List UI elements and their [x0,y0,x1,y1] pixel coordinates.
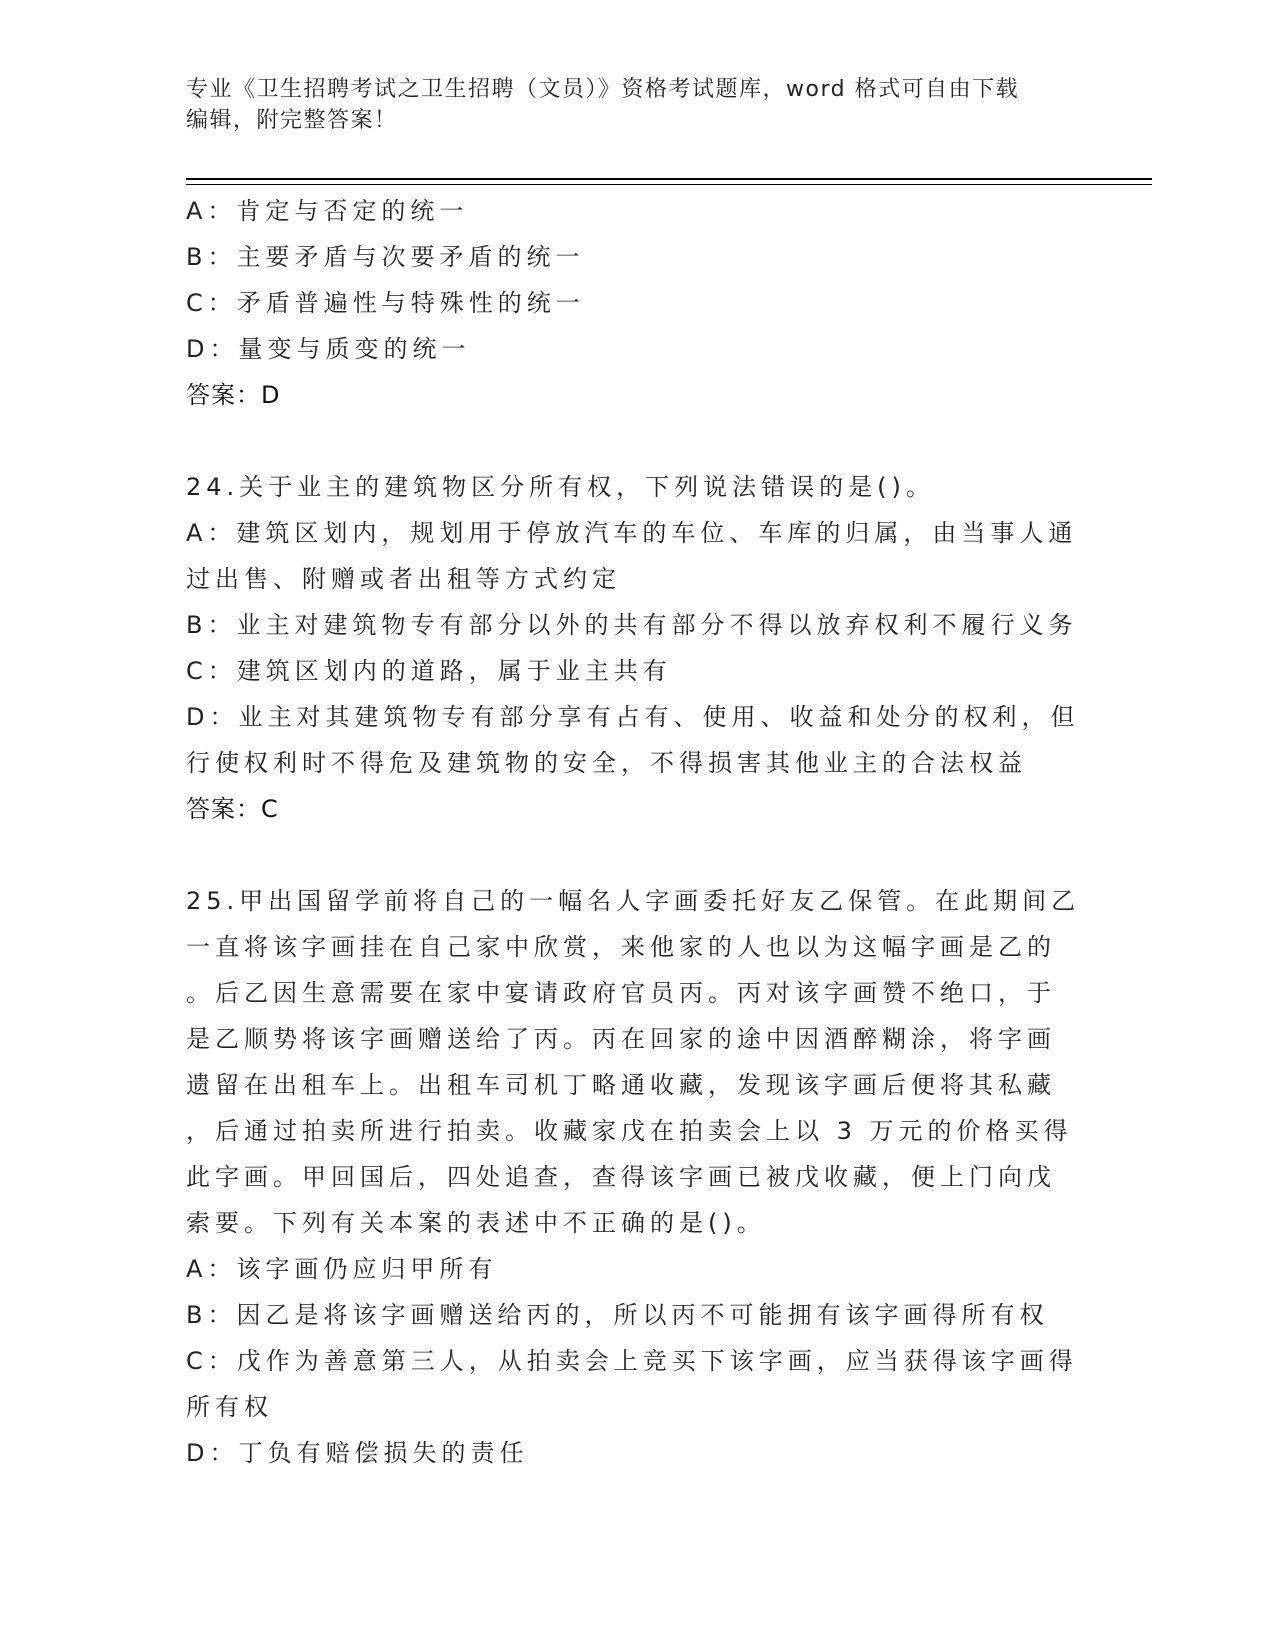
question-24 [186,464,1086,832]
spacer [186,418,1086,464]
option-a: A：该字画仍应归甲所有 [186,1255,498,1283]
option-c: C：建筑区划内的道路，属于业主共有 [186,657,672,685]
question-stem-line: 一直将该字画挂在自己家中欣赏，来他家的人也以为这幅字画是乙的 [186,933,1056,961]
spacer [186,832,1086,878]
question-23 [186,188,1086,418]
document-header [186,74,1086,136]
question-stem-line: 25.甲出国留学前将自己的一幅名人字画委托好友乙保管。在此期间乙 [186,887,1081,915]
question-stem-line: ，后通过拍卖所进行拍卖。收藏家戊在拍卖会上以 3 万元的价格买得 [186,1117,1073,1145]
header-divider-thick [186,178,1152,180]
option-d: D：丁负有赔偿损失的责任 [186,1439,529,1467]
option-a: A：建筑区划内，规划用于停放汽车的车位、车库的归属，由当事人通 [186,519,1078,547]
header-line-2: 编辑，附完整答案！ [186,108,398,133]
question-stem: 24.关于业主的建筑物区分所有权，下列说法错误的是()。 [186,473,935,501]
option-d: D：业主对其建筑物专有部分享有占有、使用、收益和处分的权利，但 [186,703,1080,731]
option-c: C：矛盾普遍性与特殊性的统一 [186,289,585,317]
option-c: C：戊作为善意第三人，从拍卖会上竞买下该字画，应当获得该字画得 [186,1347,1078,1375]
question-stem-line: 索要。下列有关本案的表述中不正确的是()。 [186,1209,766,1237]
question-stem-line: 。后乙因生意需要在家中宴请政府官员丙。丙对该字画赞不绝口，于 [186,979,1056,1007]
option-a-continued: 过出售、附赠或者出租等方式约定 [186,565,621,593]
option-d-continued: 行使权利时不得危及建筑物的安全，不得损害其他业主的合法权益 [186,749,1027,777]
header-divider-thin [186,184,1152,185]
question-stem-line: 遗留在出租车上。出租车司机丁略通收藏，发现该字画后便将其私藏 [186,1071,1056,1099]
answer-label: 答案：D [186,381,281,409]
option-d: D：量变与质变的统一 [186,335,471,363]
option-b: B：因乙是将该字画赠送给丙的，所以丙不可能拥有该字画得所有权 [186,1301,1049,1329]
question-25 [186,878,1086,1476]
option-a: A：肯定与否定的统一 [186,197,469,225]
question-stem-line: 此字画。甲回国后，四处追查，查得该字画已被戊收藏，便上门向戊 [186,1163,1056,1191]
header-line-1: 专业《卫生招聘考试之卫生招聘（文员）》资格考试题库，word 格式可自由下载 [186,77,1020,102]
option-b: B：主要矛盾与次要矛盾的统一 [186,243,585,271]
answer-label: 答案：C [186,795,279,823]
question-stem-line: 是乙顺势将该字画赠送给了丙。丙在回家的途中因酒醉糊涂，将字画 [186,1025,1056,1053]
question-content [186,188,1086,1476]
option-b: B：业主对建筑物专有部分以外的共有部分不得以放弃权利不履行义务 [186,611,1078,639]
option-c-continued: 所有权 [186,1393,273,1421]
